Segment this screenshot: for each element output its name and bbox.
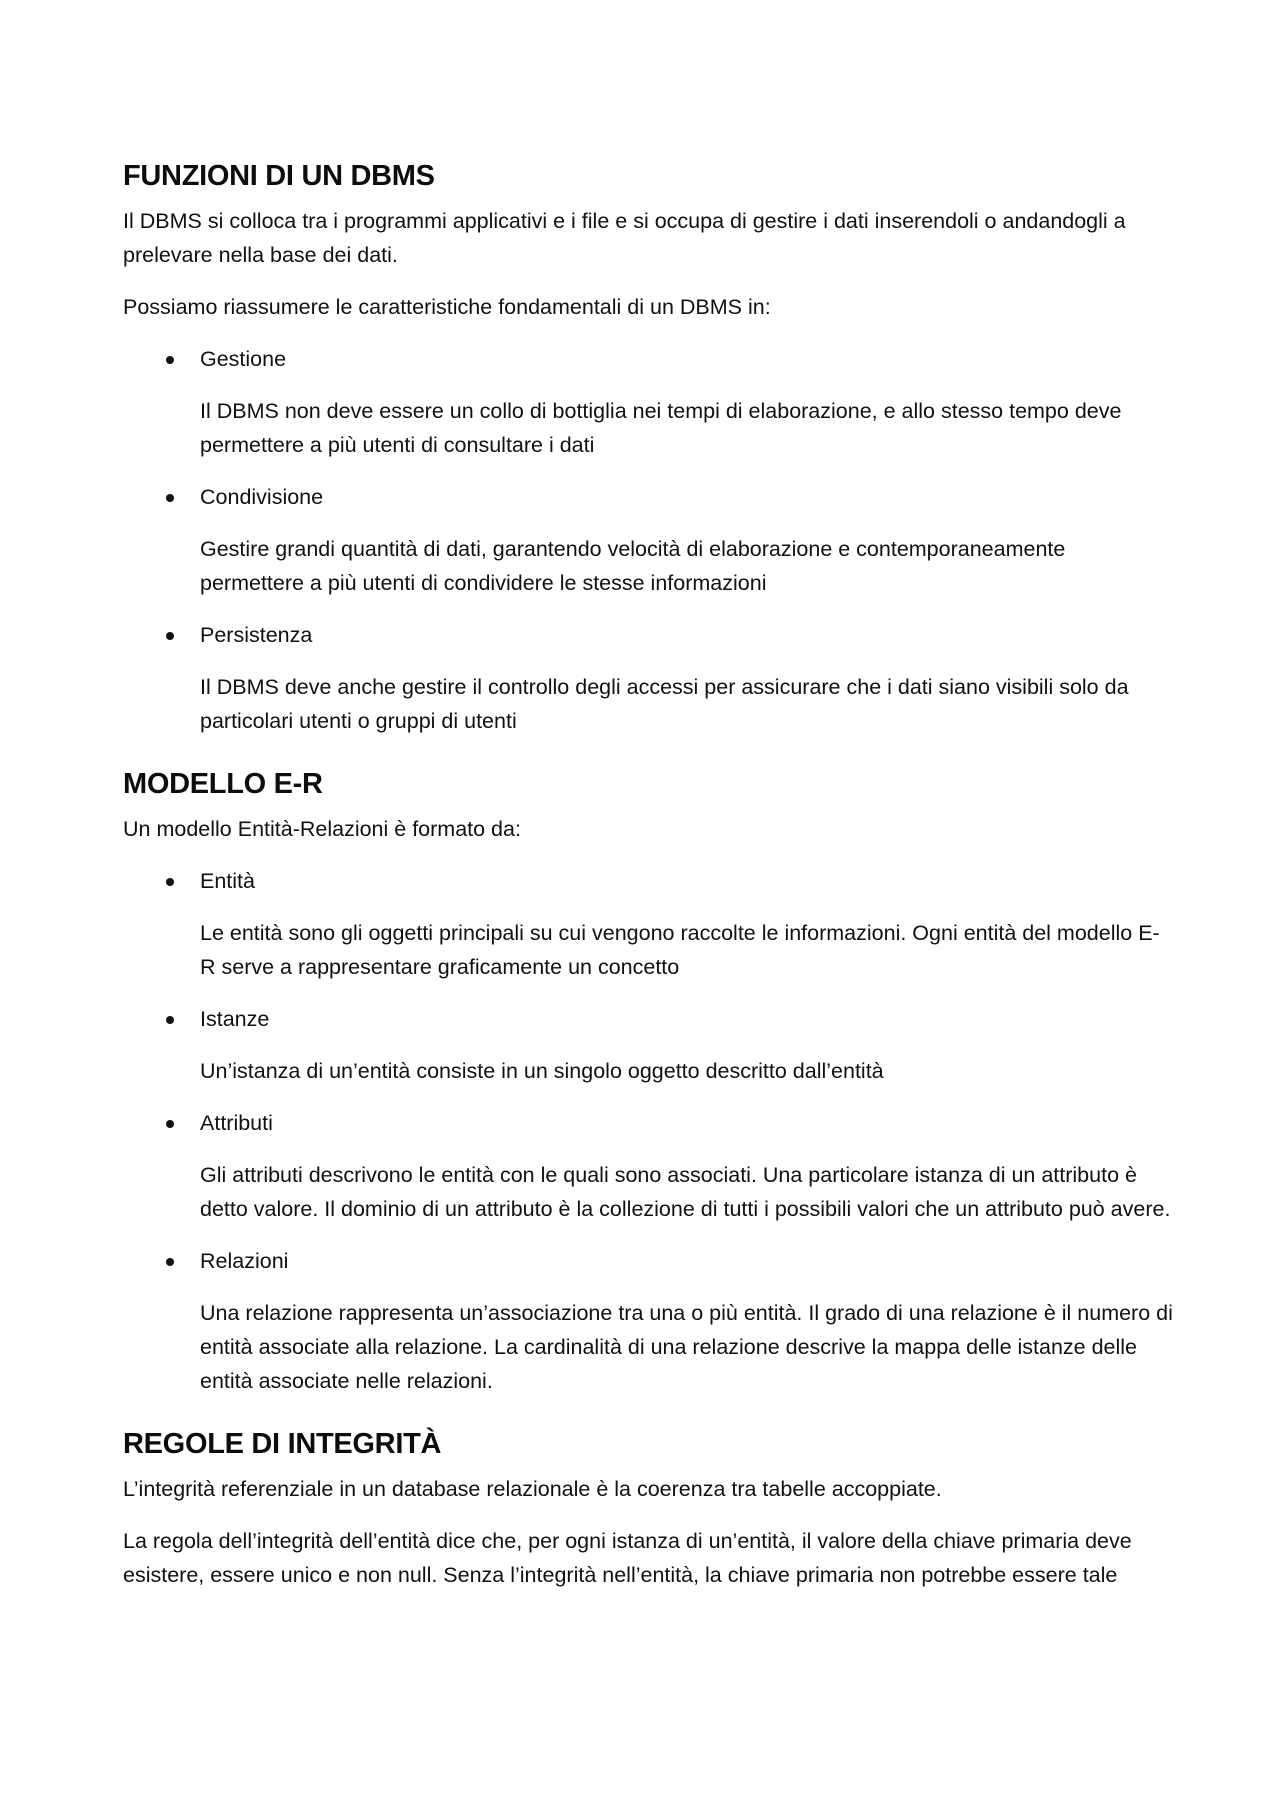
list-item-description: Gli attributi descrivono le entità con le quali sono associati. Una particolare istanza di un attributo è detto valore. Il dominio di un attributo è la collezione di tutti i possibili valori che un attributo può avere.: [200, 1163, 1171, 1221]
section-funzioni-dbms: [123, 148, 1173, 738]
list-item-description: Le entità sono gli oggetti principali su cui vengono raccolte le informazioni. Ogni entità del modello E-R serve a rappresentare graficamente un concetto: [200, 921, 1160, 979]
list-item-description: Gestire grandi quantità di dati, garantendo velocità di elaborazione e contemporaneamente permettere a più utenti di condividere le stesse informazioni: [200, 537, 1066, 595]
list-item-description: Il DBMS deve anche gestire il controllo degli accessi per assicurare che i dati siano visibili solo da particolari utenti o gruppi di utenti: [200, 675, 1129, 733]
bullet-icon: [166, 494, 174, 502]
bullet-icon: [166, 1258, 174, 1266]
bullet-icon: [166, 356, 174, 364]
list-item-label: Entità: [200, 869, 255, 893]
list-item: [123, 1106, 1173, 1226]
list-item: [123, 342, 1173, 462]
list-item: [123, 618, 1173, 738]
bullet-icon: [166, 1016, 174, 1024]
list-item-label: Condivisione: [200, 485, 324, 509]
list-item-label: Istanze: [200, 1007, 270, 1031]
paragraph: Un modello Entità-Relazioni è formato da:: [123, 817, 521, 841]
list-item: [123, 864, 1173, 984]
list-item-label: Persistenza: [200, 623, 313, 647]
list-item: [123, 1002, 1173, 1088]
paragraph: L’integrità referenziale in un database relazionale è la coerenza tra tabelle accoppiate.: [123, 1477, 942, 1501]
section-heading: MODELLO E-R: [123, 768, 323, 800]
list-item-description: Un’istanza di un’entità consiste in un singolo oggetto descritto dall’entità: [200, 1059, 884, 1083]
paragraph: La regola dell’integrità dell’entità dice che, per ogni istanza di un’entità, il valore della chiave primaria deve esistere, essere unico e non null. Senza l’integrità nell’entità, la chiave primaria non potrebbe essere tale: [123, 1529, 1132, 1587]
bullet-icon: [166, 1120, 174, 1128]
list-item-description: Il DBMS non deve essere un collo di bottiglia nei tempi di elaborazione, e allo stesso tempo deve permettere a più utenti di consultare i dati: [200, 399, 1122, 457]
list-item-label: Attributi: [200, 1111, 273, 1135]
section-heading: FUNZIONI DI UN DBMS: [123, 160, 435, 192]
paragraph: Possiamo riassumere le caratteristiche fondamentali di un DBMS in:: [123, 295, 771, 319]
list-item-label: Relazioni: [200, 1249, 289, 1273]
component-list: [123, 864, 1173, 1398]
list-item: [123, 1244, 1173, 1398]
section-modello-er: [123, 756, 1173, 1398]
feature-list: [123, 342, 1173, 738]
list-item-label: Gestione: [200, 347, 287, 371]
bullet-icon: [166, 632, 174, 640]
section-heading: REGOLE DI INTEGRITÀ: [123, 1428, 442, 1460]
list-item: [123, 480, 1173, 600]
paragraph: Il DBMS si colloca tra i programmi applicativi e i file e si occupa di gestire i dati inserendoli o andandogli a prelevare nella base dei dati.: [123, 209, 1126, 267]
document-content: [123, 148, 1173, 1610]
section-regole-integrita: [123, 1416, 1173, 1592]
list-item-description: Una relazione rappresenta un’associazione tra una o più entità. Il grado di una relazione è il numero di entità associate alla relazione. La cardinalità di una relazione descrive la mappa delle istanze delle entità associate nelle relazioni.: [200, 1301, 1173, 1393]
bullet-icon: [166, 878, 174, 886]
